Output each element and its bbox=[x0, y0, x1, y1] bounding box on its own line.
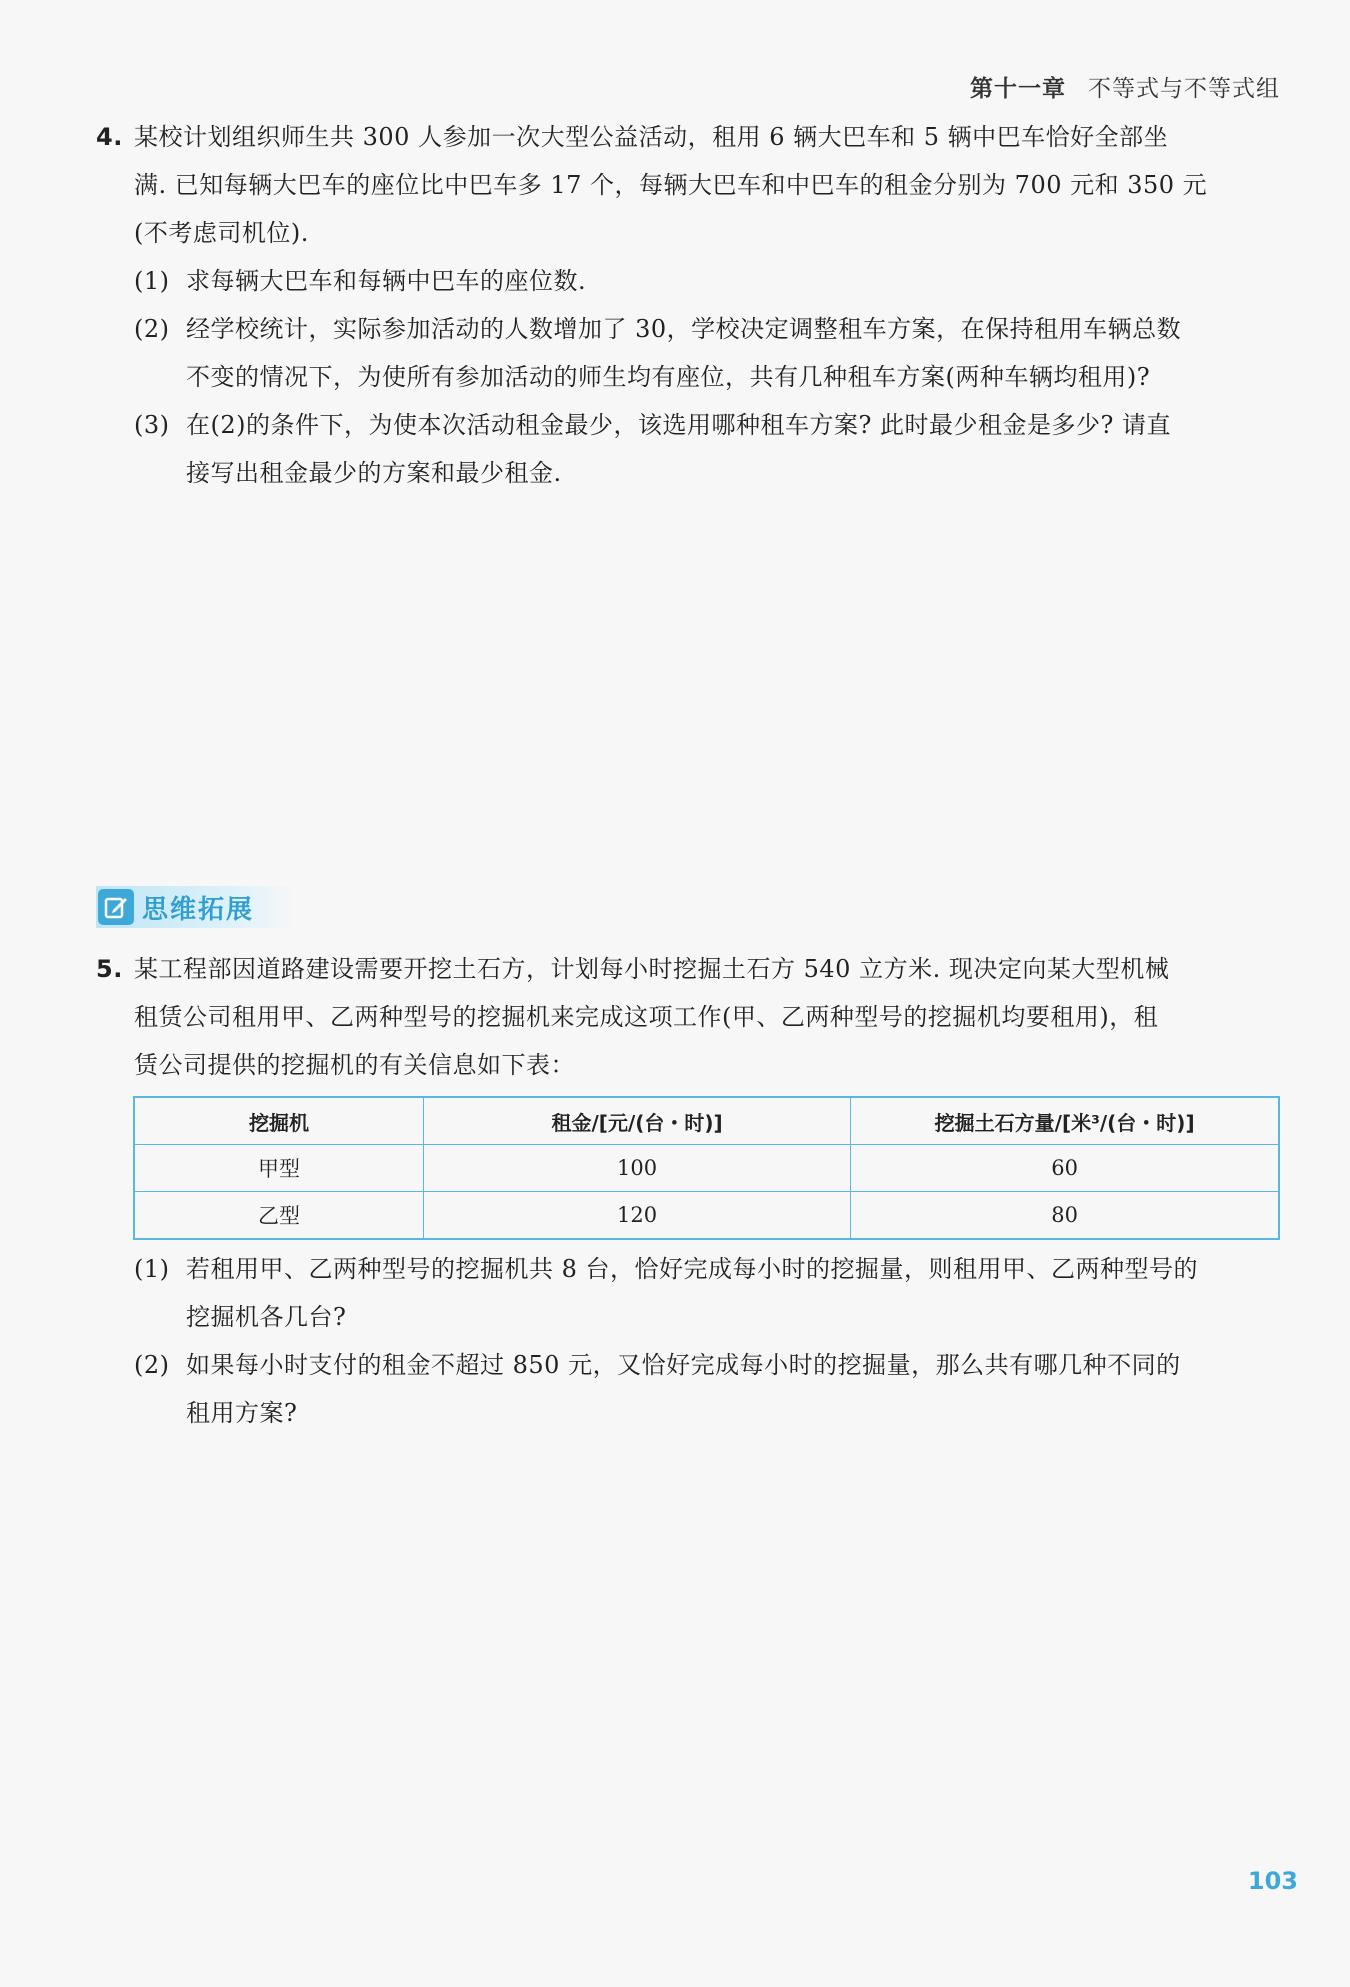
running-header bbox=[970, 70, 1280, 103]
problem-5-text-1: 某工程部因道路建设需要开挖土石方，计划每小时挖掘土石方 540 立方米. 现决定向某大型机械 bbox=[134, 955, 1170, 983]
table-cell: 100 bbox=[423, 1145, 850, 1192]
problem-5-questions bbox=[96, 1245, 1281, 1437]
question-text-continued: 不变的情况下，为使所有参加活动的师生均有座位，共有几种租车方案(两种车辆均租用)? bbox=[186, 363, 1151, 391]
excavator-info-table bbox=[133, 1096, 1280, 1240]
problem-4-line-1 bbox=[96, 113, 1281, 161]
section-banner bbox=[96, 886, 296, 928]
question-label: (1) bbox=[134, 1255, 170, 1283]
question-label: (1) bbox=[134, 267, 170, 295]
page-number: 103 bbox=[1247, 1867, 1298, 1895]
problem-4 bbox=[96, 113, 1281, 497]
question-label: (2) bbox=[134, 315, 170, 343]
table-cell: 乙型 bbox=[134, 1192, 423, 1240]
question-text: 求每辆大巴车和每辆中巴车的座位数. bbox=[186, 267, 587, 295]
table-cell: 120 bbox=[423, 1192, 850, 1240]
problem-number: 4. bbox=[96, 123, 123, 151]
chapter-label: 第十一章 bbox=[970, 76, 1066, 102]
table-cell: 80 bbox=[851, 1192, 1279, 1240]
question-text-continued: 接写出租金最少的方案和最少租金. bbox=[186, 459, 562, 487]
table-header-cell: 租金/[元/(台・时)] bbox=[423, 1097, 850, 1145]
table-header-cell: 挖掘机 bbox=[134, 1097, 423, 1145]
problem-5 bbox=[96, 945, 1281, 1089]
question-text-continued: 租用方案? bbox=[186, 1399, 298, 1427]
question-label: (2) bbox=[134, 1351, 170, 1379]
problem-5-question-1 bbox=[96, 1245, 1281, 1341]
table-row bbox=[134, 1145, 1279, 1192]
problem-4-question-3 bbox=[96, 401, 1281, 497]
pencil-note-icon bbox=[98, 889, 134, 925]
problem-4-line-2: 满. 已知每辆大巴车的座位比中巴车多 17 个，每辆大巴车和中巴车的租金分别为 700 元和 350 元 bbox=[134, 171, 1208, 199]
problem-5-line-1 bbox=[96, 945, 1281, 993]
problem-number: 5. bbox=[96, 955, 123, 983]
question-text: 经学校统计，实际参加活动的人数增加了 30，学校决定调整租车方案，在保持租用车辆总数 bbox=[186, 315, 1182, 343]
table-header-row bbox=[134, 1097, 1279, 1145]
section-title: 思维拓展 bbox=[142, 894, 255, 925]
problem-4-line-3: (不考虑司机位). bbox=[134, 219, 309, 247]
table-cell: 甲型 bbox=[134, 1145, 423, 1192]
problem-4-text-1: 某校计划组织师生共 300 人参加一次大型公益活动，租用 6 辆大巴车和 5 辆中巴车恰好全部坐 bbox=[134, 123, 1169, 151]
problem-4-question-1 bbox=[96, 257, 1281, 305]
question-text: 在(2)的条件下，为使本次活动租金最少，该选用哪种租车方案? 此时最少租金是多少? 请直 bbox=[186, 411, 1171, 439]
chapter-title: 不等式与不等式组 bbox=[1088, 76, 1280, 102]
table-row bbox=[134, 1192, 1279, 1240]
question-text: 如果每小时支付的租金不超过 850 元，又恰好完成每小时的挖掘量，那么共有哪几种不同的 bbox=[186, 1351, 1181, 1379]
problem-5-line-2: 租赁公司租用甲、乙两种型号的挖掘机来完成这项工作(甲、乙两种型号的挖掘机均要租用)，租 bbox=[134, 1003, 1159, 1031]
problem-4-question-2 bbox=[96, 305, 1281, 401]
question-text: 若租用甲、乙两种型号的挖掘机共 8 台，恰好完成每小时的挖掘量，则租用甲、乙两种型号的 bbox=[186, 1255, 1199, 1283]
problem-5-question-2 bbox=[96, 1341, 1281, 1437]
problem-5-line-3: 赁公司提供的挖掘机的有关信息如下表： bbox=[134, 1051, 575, 1079]
table-header-cell: 挖掘土石方量/[米³/(台・时)] bbox=[851, 1097, 1279, 1145]
table-cell: 60 bbox=[851, 1145, 1279, 1192]
question-text-continued: 挖掘机各几台? bbox=[186, 1303, 347, 1331]
question-label: (3) bbox=[134, 411, 170, 439]
